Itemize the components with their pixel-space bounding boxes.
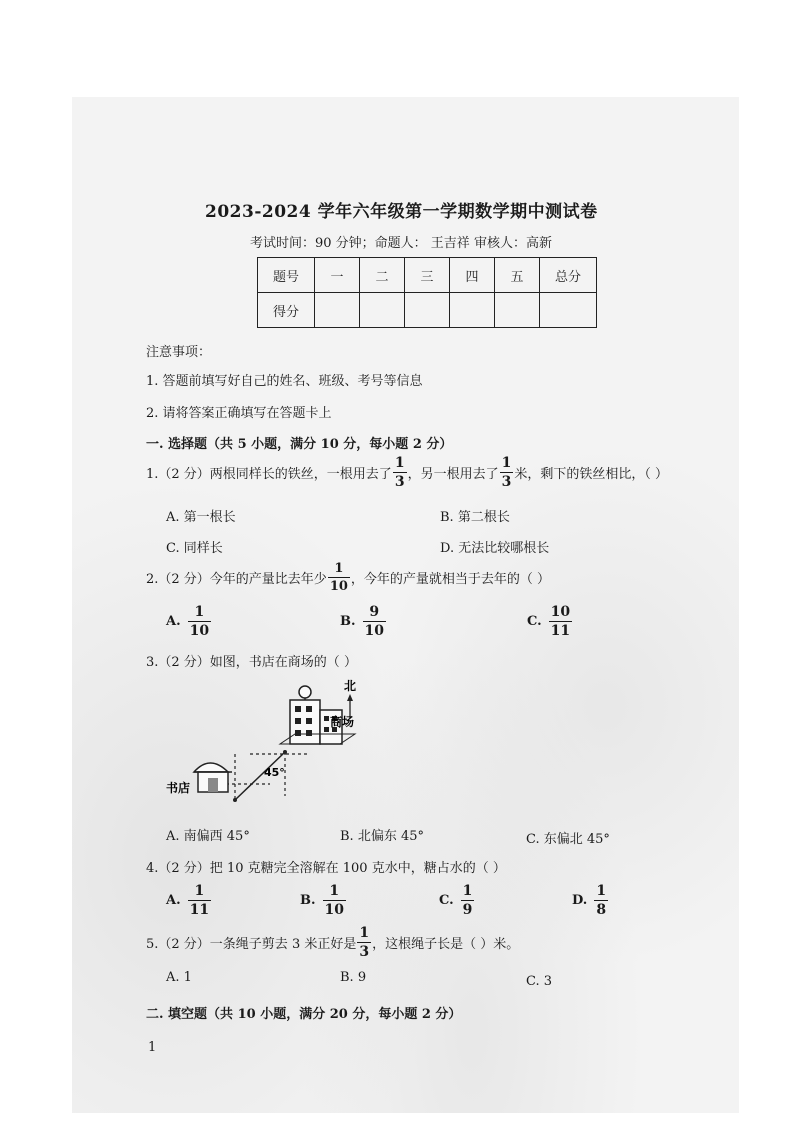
question-text: ，这根绳子长是（ ）米。	[372, 937, 520, 952]
score-cell: 二	[360, 258, 405, 293]
fraction	[549, 605, 572, 638]
north-label: 北	[344, 679, 357, 693]
option-b[interactable]: B. 北偏东 45°	[340, 829, 424, 844]
fraction	[594, 884, 608, 917]
option-b[interactable]	[300, 884, 347, 917]
fraction-numerator: 9	[369, 604, 380, 620]
score-table	[257, 257, 597, 328]
option-c[interactable]: C. 3	[526, 974, 553, 989]
fraction-denominator: 3	[394, 474, 405, 490]
fraction	[393, 456, 407, 489]
fraction-numerator: 1	[329, 883, 340, 899]
option-label: C.	[439, 893, 454, 908]
fraction-numerator: 1	[596, 883, 607, 899]
score-table-score-row	[258, 293, 597, 328]
fraction	[323, 884, 346, 917]
option-b[interactable]: B. 第二根长	[440, 510, 510, 525]
question-text: 2.（2 分）今年的产量比去年少	[146, 572, 327, 587]
fraction-denominator: 3	[359, 944, 370, 960]
fraction	[188, 884, 211, 917]
question-text: 米，剩下的铁丝相比，（ ）	[514, 467, 668, 482]
mall-label: 商场	[330, 715, 355, 729]
fraction-denominator: 10	[189, 623, 210, 639]
fraction-denominator: 10	[364, 623, 384, 639]
option-a[interactable]	[166, 884, 212, 917]
fraction-numerator: 1	[194, 883, 205, 899]
option-a[interactable]: A. 1	[166, 970, 192, 985]
question-2	[146, 562, 550, 593]
fraction-denominator: 11	[189, 902, 210, 918]
option-c[interactable]	[527, 605, 573, 638]
question-text: ，另一根用去了	[407, 467, 499, 482]
option-a[interactable]: A. 第一根长	[166, 510, 236, 525]
option-label: C.	[527, 614, 542, 629]
score-cell: 得分	[258, 293, 315, 328]
score-table-header-row	[258, 258, 597, 293]
option-label: A.	[166, 893, 181, 908]
exam-info: 考试时间：90 分钟；命题人： 王吉祥 审核人：高新	[250, 236, 552, 251]
fraction	[188, 605, 211, 638]
option-a[interactable]: A. 南偏西 45°	[166, 829, 250, 844]
option-c[interactable]	[439, 884, 475, 917]
bookstore-point	[233, 798, 237, 802]
fraction-denominator: 3	[501, 474, 512, 490]
score-cell: 三	[405, 258, 450, 293]
option-label: B.	[300, 893, 316, 908]
option-label: B.	[340, 614, 356, 629]
fraction	[461, 884, 475, 917]
option-label: A.	[166, 614, 181, 629]
score-cell	[540, 293, 597, 328]
score-cell	[405, 293, 450, 328]
question-text: 1.（2 分）两根同样长的铁丝，一根用去了	[146, 467, 392, 482]
fraction-denominator: 9	[462, 902, 473, 918]
score-cell: 五	[495, 258, 540, 293]
score-cell: 题号	[258, 258, 315, 293]
fraction-numerator: 1	[462, 883, 473, 899]
notes-item: 2. 请将答案正确填写在答题卡上	[146, 406, 332, 421]
fraction-denominator: 10	[329, 579, 348, 594]
fraction	[363, 605, 386, 638]
direction-figure	[160, 672, 400, 812]
notes-item: 1. 答题前填写好自己的姓名、班级、考号等信息	[146, 374, 423, 389]
score-cell	[315, 293, 360, 328]
option-c[interactable]: C. 东偏北 45°	[526, 832, 610, 847]
option-b[interactable]: B. 9	[340, 970, 367, 985]
bookstore-building-icon	[194, 763, 232, 792]
score-cell	[450, 293, 495, 328]
fraction-numerator: 1	[501, 455, 512, 471]
angle-label: 45°	[264, 766, 285, 779]
option-c[interactable]: C. 同样长	[166, 541, 223, 556]
score-cell	[495, 293, 540, 328]
fraction-denominator: 8	[596, 902, 607, 918]
fraction	[500, 456, 514, 489]
mall-point	[283, 750, 287, 754]
question-3: 3.（2 分）如图，书店在商场的（ ）	[146, 655, 357, 670]
notes-heading: 注意事项：	[146, 345, 212, 360]
option-d[interactable]	[572, 884, 609, 917]
option-b[interactable]	[340, 605, 387, 638]
score-cell: 四	[450, 258, 495, 293]
option-a[interactable]	[166, 605, 212, 638]
question-5	[146, 926, 519, 959]
question-text: ，今年的产量就相当于去年的（ ）	[350, 572, 551, 587]
fraction-denominator: 10	[324, 902, 344, 918]
fraction-numerator: 1	[194, 604, 205, 620]
exam-title: 2023-2024 学年六年级第一学期数学期中测试卷	[205, 202, 598, 222]
score-cell: 总分	[540, 258, 597, 293]
fraction-denominator: 11	[550, 623, 571, 639]
section-heading: 一. 选择题（共 5 小题，满分 10 分，每小题 2 分）	[146, 437, 453, 452]
option-d[interactable]: D. 无法比较哪根长	[440, 541, 550, 556]
question-1	[146, 456, 668, 489]
fraction-numerator: 1	[359, 925, 370, 941]
fraction-numerator: 1	[394, 455, 405, 471]
question-4: 4.（2 分）把 10 克糖完全溶解在 100 克水中，糖占水的（ ）	[146, 861, 506, 876]
score-cell	[360, 293, 405, 328]
question-text: 5.（2 分）一条绳子剪去 3 米正好是	[146, 937, 357, 952]
section-heading: 二. 填空题（共 10 小题，满分 20 分，每小题 2 分）	[146, 1007, 462, 1022]
fraction	[357, 926, 371, 959]
fraction-numerator: 10	[550, 604, 571, 620]
bookstore-label: 书店	[166, 781, 191, 795]
option-label: D.	[572, 893, 588, 908]
fraction	[328, 562, 350, 593]
score-cell: 一	[315, 258, 360, 293]
page-number: 1	[148, 1040, 157, 1055]
fraction-numerator: 1	[334, 561, 344, 576]
